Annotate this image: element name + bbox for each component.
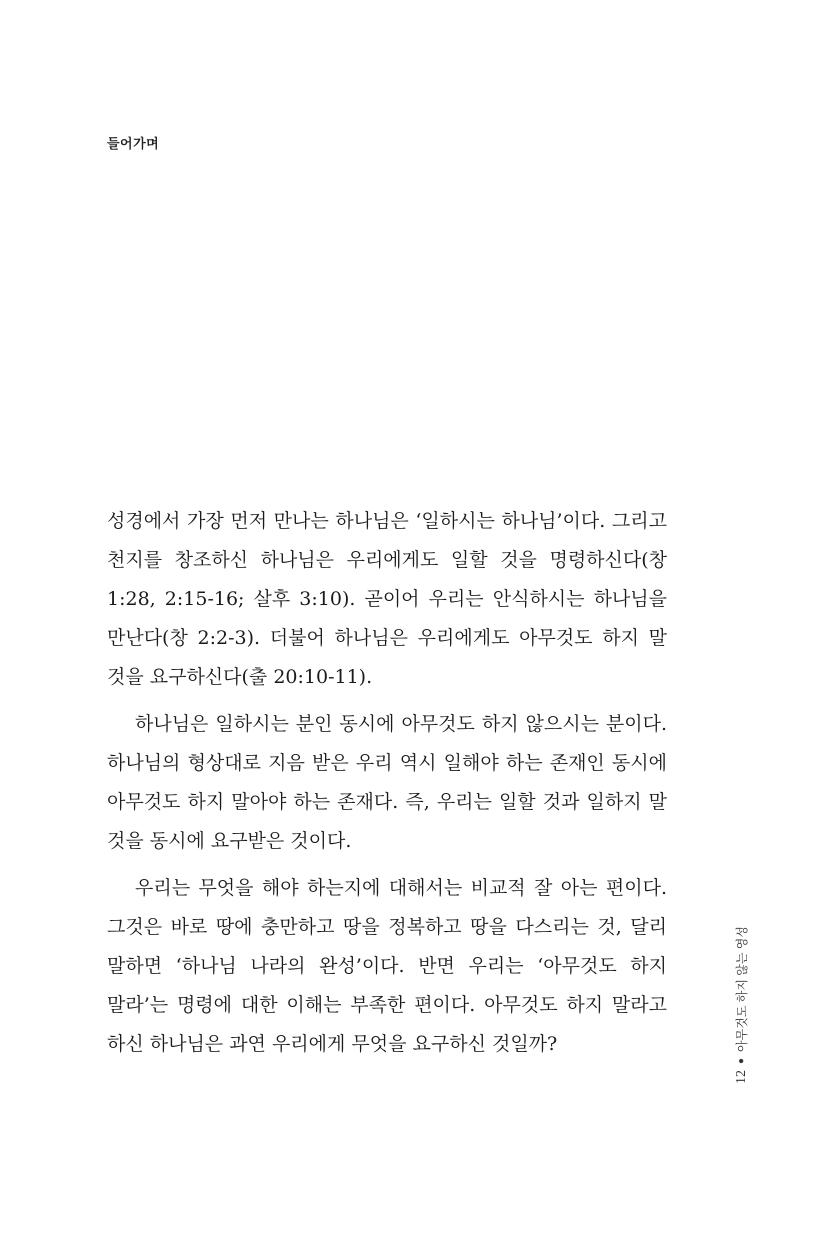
paragraph-3: 우리는 무엇을 해야 하는지에 대해서는 비교적 잘 아는 편이다. 그것은 바로 땅에 충만하고 땅을 정복하고 땅을 다스리는 것, 달리 말하면 ‘하나님 나라의 완성’이다. 반면 우리는 ‘아무것도 하지 말라’는 명령에 대한 이해는 부족한 편이다. 아무것도 하지 말라고 하신 하나님은 과연 우리에게 무엇을 요구하신 것일까? — [107, 877, 667, 1055]
paragraph-1: 성경에서 가장 먼저 만나는 하나님은 ‘일하시는 하나님’이다. 그리고 천지를 창조하신 하나님은 우리에게도 일할 것을 명령하신다(창 1:28, 2:15-16; 살후 3:10). 곧이어 우리는 안식하시는 하나님을 만난다(창 2:2-3). 더불어 하나님은 우리에게도 아무것도 하지 말 것을 요구하신다(출 20:10-11). — [107, 510, 667, 688]
body-text — [107, 502, 667, 1072]
bullet-icon: ● — [736, 1057, 747, 1064]
book-title: 아무것도 하지 않는 영성 — [735, 926, 749, 1052]
section-label: 들어가며 — [107, 136, 160, 151]
paragraph-2: 하나님은 일하시는 분인 동시에 아무것도 하지 않으시는 분이다. 하나님의 형상대로 지음 받은 우리 역시 일해야 하는 존재인 동시에 아무것도 하지 말아야 하는 존재다. 즉, 우리는 일할 것과 일하지 말 것을 동시에 요구받은 것이다. — [107, 713, 667, 852]
page-number: 12 — [733, 1070, 749, 1084]
running-footer — [733, 926, 750, 1084]
